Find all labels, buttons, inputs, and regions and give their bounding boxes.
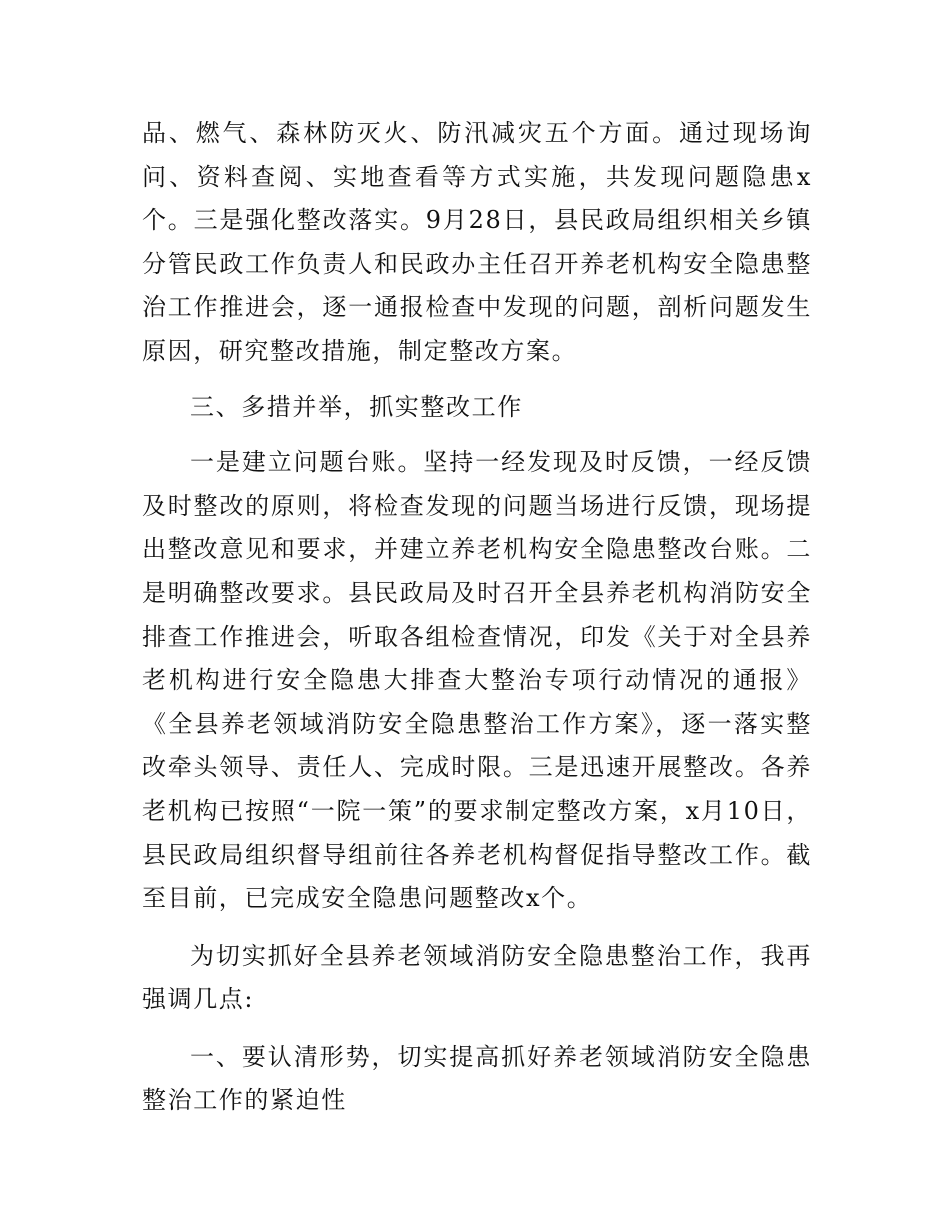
paragraph-emphasis-intro: 为切实抓好全县养老领域消防安全隐患整治工作，我再强调几点: (142, 941, 812, 1014)
section-heading-situation: 一、要认清形势，切实提高抓好养老领域消防安全隐患整治工作的紧迫性 (142, 1042, 812, 1115)
paragraph-rectification-measures: 一是建立问题台账。坚持一经发现及时反馈，一经反馈及时整改的原则，将检查发现的问题当场进行反馈，现场提出整改意见和要求，并建立养老机构安全隐患整改台账。二是明确整改要求。县民政局及时召开全县养老机构消防安全排查工作推进会，听取各组检查情况，印发《关于对全县养老机构进行安全隐患大排查大整治专项行动情况的通报》《全县养老领域消防安全隐患整治工作方案》，逐一落实整改牵头领导、责任人、完成时限。三是迅速开展整改。各养老机构已按照“一院一策”的要求制定整改方案，x月10日，县民政局组织督导组前往各养老机构督促指导整改工作。截至目前，已完成安全隐患问题整改x个。 (142, 448, 812, 913)
document-page (142, 112, 812, 1123)
paragraph-inspection-results: 品、燃气、森林防灭火、防汛减灾五个方面。通过现场询问、资料查阅、实地查看等方式实施，共发现问题隐患x个。三是强化整改落实。9月28日，县民政局组织相关乡镇分管民政工作负责人和民政办主任召开养老机构安全隐患整治工作推进会，逐一通报检查中发现的问题，剖析问题发生原因，研究整改措施，制定整改方案。 (142, 119, 812, 365)
section-heading-rectification: 三、多措并举，抓实整改工作 (190, 392, 523, 421)
